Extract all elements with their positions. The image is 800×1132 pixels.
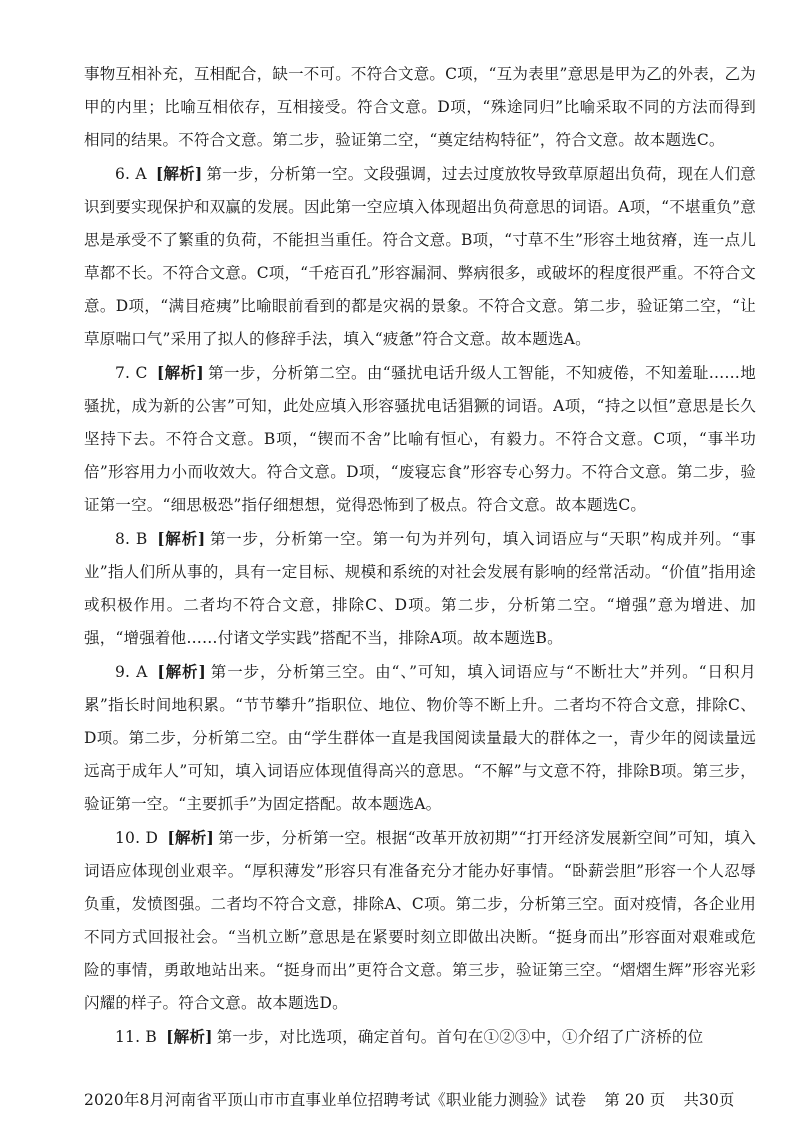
answer-letter: B	[135, 530, 148, 548]
answer-explanations	[84, 58, 756, 1054]
paragraph-text: 事物互相补充，互相配合，缺一不可。不符合文意。C项，“互为表里”意思是甲为乙的外表，乙为甲的内里；比喻互相依存，互相接受。符合文意。D项，“殊途同归”比喻采取不同的方法而得到相同的结果。不符合文意。第二步，验证第二空，“奠定结构特征”，符合文意。故本题选C。	[84, 65, 757, 149]
paragraph-text: 第一步，分析第一空。第一句为并列句，填入词语应与“天职”构成并列。“事业”指人们所从事的，具有一定目标、规模和系统的对社会发展有影响的经常活动。“价值”指用途或积极作用。二者均不符合文意，排除C、D项。第二步，分析第二空。“增强”意为增进、加强，“增强着他……付诸文学实践”搭配不当，排除A项。故本题选B。	[84, 530, 756, 647]
paragraph-text: 第一步，对比选项，确定首句。首句在①②③中，①介绍了广济桥的位	[216, 1028, 704, 1046]
analysis-tag: [解析]	[167, 828, 215, 847]
analysis-tag: [解析]	[156, 363, 204, 382]
answer-item-8	[84, 522, 756, 655]
question-number: 8.	[115, 530, 131, 548]
total-pages: 共30页	[683, 1091, 735, 1109]
answer-item-7	[84, 356, 756, 522]
paragraph-text: 第一步，分析第一空。根据“改革开放初期”“打开经济发展新空间”可知，填入词语应体现创业艰辛。“厚积薄发”形容只有准备充分才能办好事情。“卧薪尝胆”形容一个人忍辱负重，发愤图强。二者均不符合文意，排除A、C项。第二步，分析第三空。面对疫情，各企业用不同方式回报社会。“当机立断”意思是在紧要时刻立即做出决断。“挺身而出”形容面对艰难或危险的事情，勇敢地站出来。“挺身而出”更符合文意。第三步，验证第三空。“熠熠生辉”形容光彩闪耀的样子。符合文意。故本题选D。	[84, 829, 756, 1012]
question-number: 7.	[115, 364, 131, 382]
question-number: 9.	[115, 663, 131, 681]
analysis-tag: [解析]	[166, 1027, 213, 1046]
page-number: 第 20 页	[604, 1091, 666, 1109]
paragraph-continuation	[84, 58, 756, 157]
answer-letter: C	[135, 364, 148, 382]
answer-item-10	[84, 821, 756, 1020]
answer-letter: A	[135, 165, 147, 183]
analysis-tag: [解析]	[155, 164, 203, 183]
answer-item-11	[84, 1020, 756, 1054]
paragraph-text: 第一步，分析第三空。由“、”可知，填入词语应与“不断壮大”并列。“日积月累”指长时间地积累。“节节攀升”指职位、地位、物价等不断上升。二者均不符合文意，排除C、D项。第二步，分析第二空。由“学生群体一直是我国阅读量最大的群体之一，青少年的阅读量远远高于成年人”可知，填入词语应体现值得高兴的意思。“不解”与文意不符，排除B项。第三步，验证第一空。“主要抓手”为固定搭配。故本题选A。	[84, 663, 757, 813]
paragraph-text: 第一步，分析第一空。文段强调，过去过度放牧导致草原超出负荷，现在人们意识到要实现保护和双赢的发展。因此第一空应填入体现超出负荷意思的词语。A项，“不堪重负”意思是承受不了繁重的负荷，不能担当重任。符合文意。B项，“寸草不生”形容土地贫瘠，连一点儿草都不长。不符合文意。C项，“千疮百孔”形容漏洞、弊病很多，或破坏的程度很严重。不符合文意。D项，“满目疮痍”比喻眼前看到的都是灾祸的景象。不符合文意。第二步，验证第二空，“让草原喘口气”采用了拟人的修辞手法，填入“疲惫”符合文意。故本题选A。	[84, 165, 757, 348]
answer-item-6	[84, 157, 756, 356]
answer-item-9	[84, 655, 756, 821]
paragraph-text: 第一步，分析第二空。由“骚扰电话升级人工智能，不知疲倦，不知羞耻……地骚扰，成为新的公害”可知，此处应填入形容骚扰电话猖獗的词语。A项，“持之以恒”意思是长久坚持下去。不符合文意。B项，“锲而不舍”比喻有恒心，有毅力。不符合文意。C项，“事半功倍”形容用力小而收效大。符合文意。D项，“废寝忘食”形容专心努力。不符合文意。第二步，验证第一空。“细思极恐”指仔细想想，觉得恐怖到了极点。符合文意。故本题选C。	[84, 364, 757, 514]
analysis-tag: [解析]	[157, 662, 207, 681]
question-number: 11.	[115, 1028, 141, 1046]
analysis-tag: [解析]	[157, 529, 206, 548]
answer-letter: D	[145, 829, 159, 847]
question-number: 10.	[115, 829, 141, 847]
answer-letter: A	[136, 663, 148, 681]
exam-title: 2020年8月河南省平顶山市市直事业单位招聘考试《职业能力测验》试卷	[84, 1091, 587, 1109]
question-number: 6.	[115, 165, 131, 183]
answer-letter: B	[145, 1028, 157, 1046]
page-footer	[84, 1087, 756, 1113]
